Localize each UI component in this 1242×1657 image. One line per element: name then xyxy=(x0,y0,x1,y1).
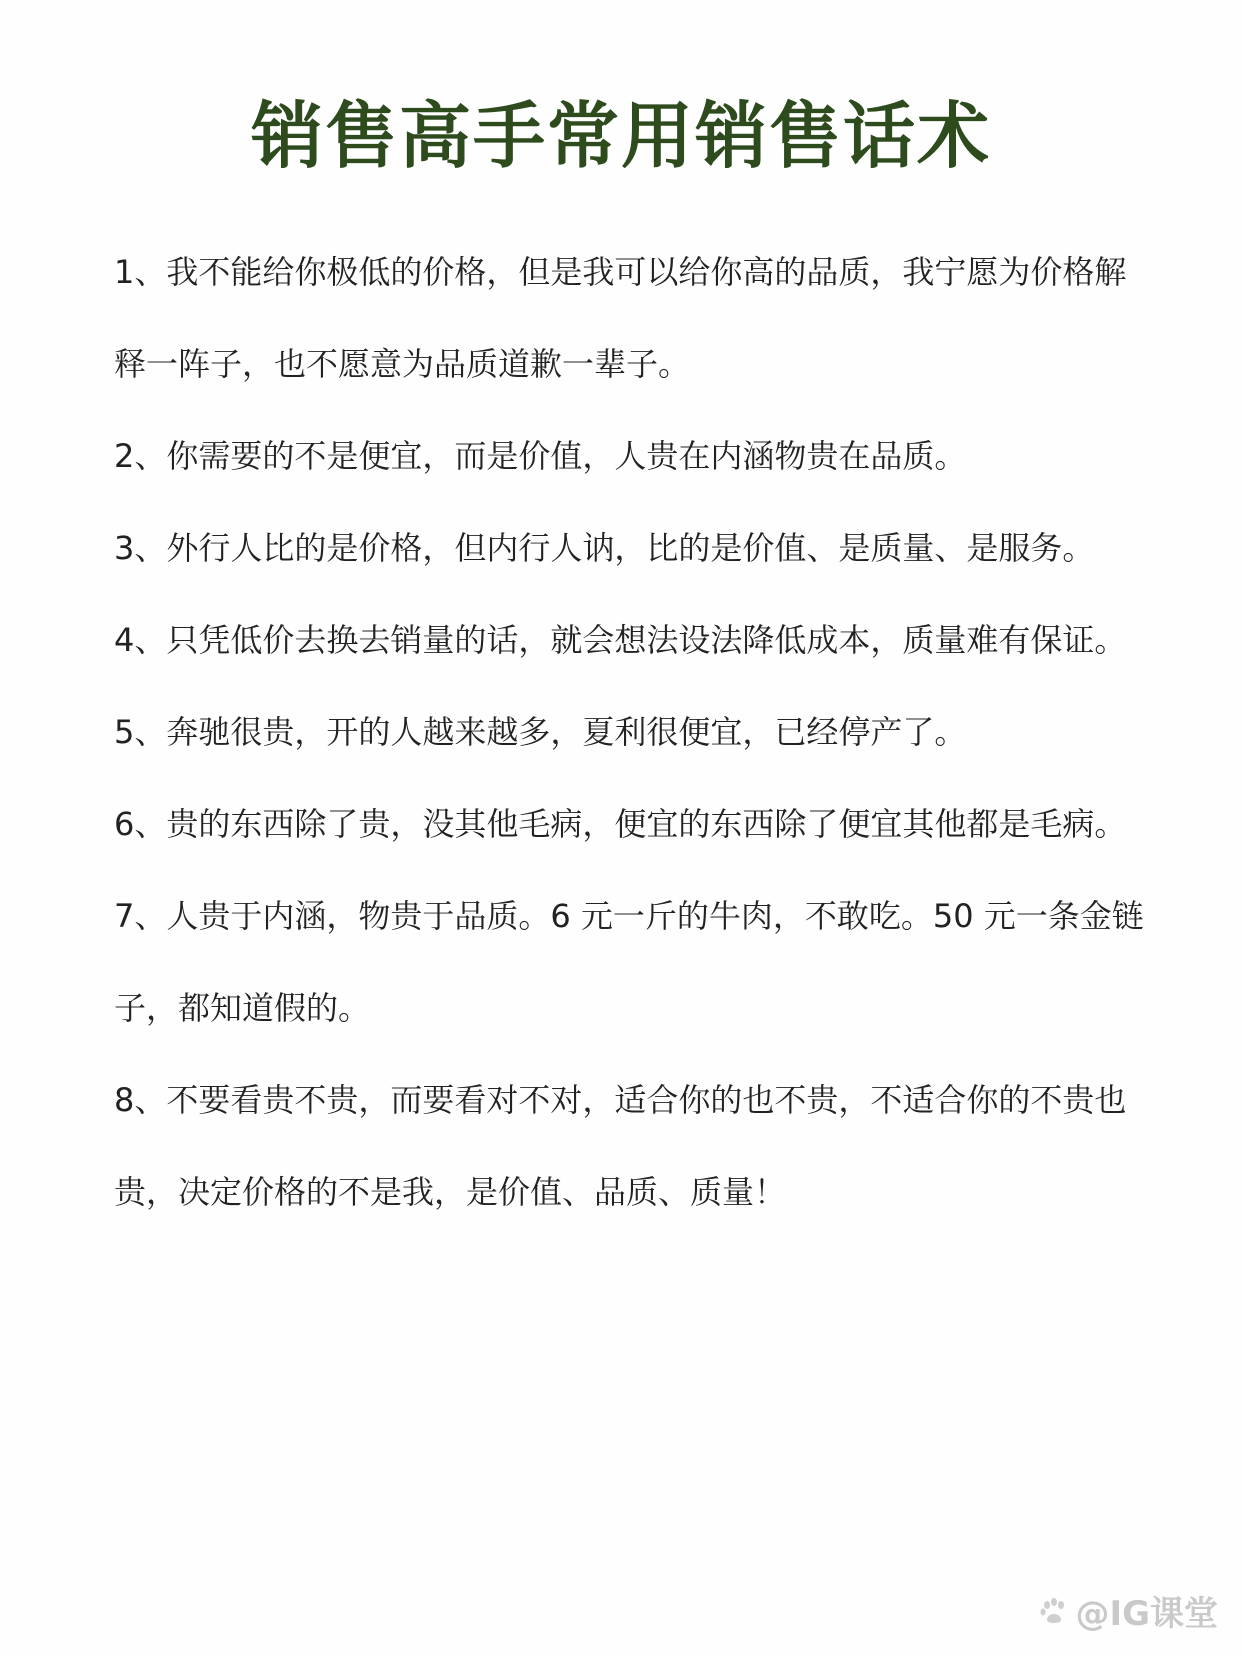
tips-list xyxy=(114,226,1154,1238)
paw-icon xyxy=(1039,1596,1069,1626)
list-item: 4、只凭低价去换去销量的话，就会想法设法降低成本，质量难有保证。 xyxy=(114,621,1127,659)
list-item: 3、外行人比的是价格，但内行人讷，比的是价值、是质量、是服务。 xyxy=(114,529,1095,567)
watermark-text: @IG课堂 xyxy=(1075,1594,1218,1634)
page-title: 销售高手常用销售话术 xyxy=(250,94,991,178)
list-item: 7、人贵于内涵，物贵于品质。6 元一斤的牛肉，不敢吃。50 元一条金链子，都知道假的。 xyxy=(114,897,1144,1027)
list-item: 6、贵的东西除了贵，没其他毛病，便宜的东西除了便宜其他都是毛病。 xyxy=(114,805,1127,843)
watermark xyxy=(1039,1586,1218,1635)
list-item: 2、你需要的不是便宜，而是价值，人贵在内涵物贵在品质。 xyxy=(114,437,967,475)
list-item: 1、我不能给你极低的价格，但是我可以给你高的品质，我宁愿为价格解释一阵子，也不愿意为品质道歉一辈子。 xyxy=(114,253,1127,383)
list-item: 5、奔驰很贵，开的人越来越多，夏利很便宜，已经停产了。 xyxy=(114,713,967,751)
list-item: 8、不要看贵不贵，而要看对不对，适合你的也不贵，不适合你的不贵也贵，决定价格的不是我，是价值、品质、质量！ xyxy=(114,1081,1127,1211)
